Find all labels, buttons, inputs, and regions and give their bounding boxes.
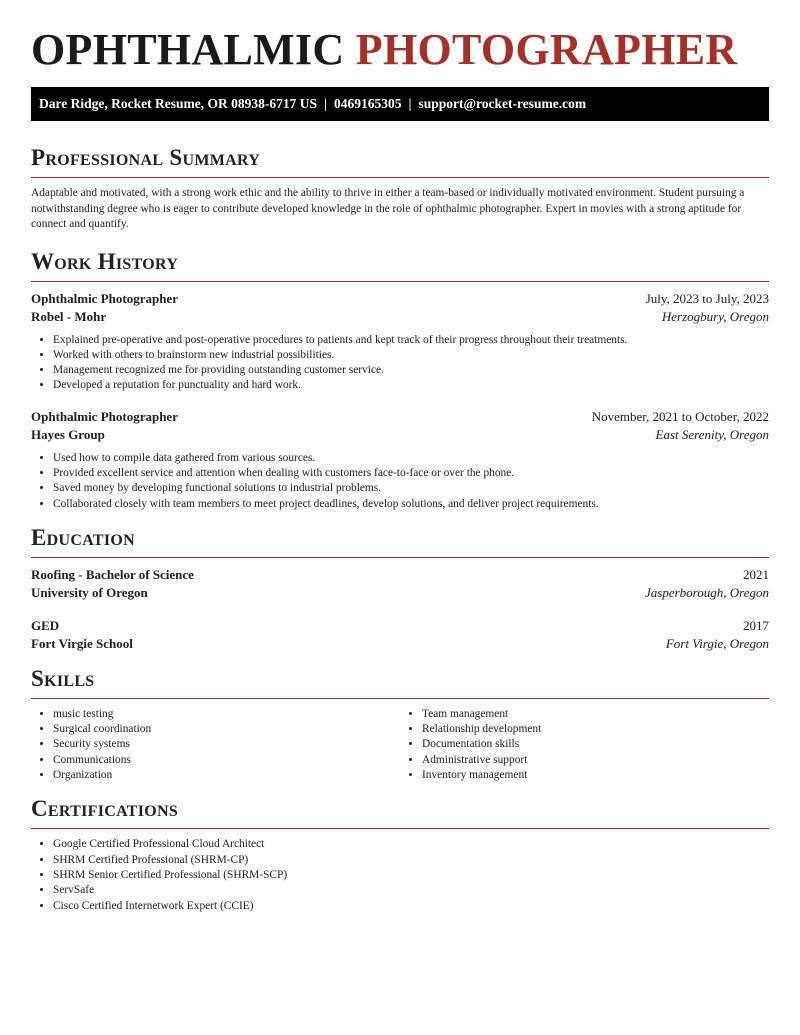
list-item: • Developed a reputation for punctuality and hard work. bbox=[53, 378, 769, 393]
contact-separator: | bbox=[408, 96, 412, 111]
list-item: • Documentation skills bbox=[422, 737, 769, 752]
education-year: 2021 bbox=[743, 566, 769, 582]
work-section bbox=[31, 248, 769, 512]
list-item: • Google Certified Professional Cloud Architect bbox=[53, 837, 769, 852]
list-item: • Team management bbox=[422, 707, 769, 722]
section-divider bbox=[31, 281, 769, 282]
list-item: • ServSafe bbox=[53, 883, 769, 898]
section-heading-work: Work History bbox=[31, 248, 179, 274]
section-divider bbox=[31, 698, 769, 699]
job-entry bbox=[31, 290, 769, 394]
list-item: • SHRM Certified Professional (SHRM-CP) bbox=[53, 853, 769, 868]
job-bullets bbox=[31, 451, 769, 512]
list-item: • music testing bbox=[53, 707, 400, 722]
name-first: OPHTHALMIC bbox=[31, 25, 345, 74]
job-company: Hayes Group bbox=[31, 426, 105, 442]
list-item: • Management recognized me for providing outstanding customer service. bbox=[53, 363, 769, 378]
list-item: • Provided excellent service and attention when dealing with customers face-to-face or over the phone. bbox=[53, 466, 769, 481]
degree: Roofing - Bachelor of Science bbox=[31, 566, 194, 582]
degree: GED bbox=[31, 617, 60, 633]
job-entry bbox=[31, 408, 769, 512]
job-location: East Serenity, Oregon bbox=[655, 426, 769, 442]
job-dates: July, 2023 to July, 2023 bbox=[645, 290, 769, 306]
section-divider bbox=[31, 177, 769, 178]
certifications-section bbox=[31, 795, 769, 913]
skills-list-left bbox=[31, 707, 400, 783]
name-second: PHOTOGRAPHER bbox=[355, 25, 738, 74]
school-name: Fort Virgie School bbox=[31, 635, 133, 651]
school-location: Jasperborough, Oregon bbox=[645, 584, 769, 600]
education-entry bbox=[31, 566, 769, 602]
resume-name bbox=[31, 0, 769, 87]
list-item: • SHRM Senior Certified Professional (SHRM-SCP) bbox=[53, 868, 769, 883]
summary-section bbox=[31, 144, 769, 233]
contact-phone: 0469165305 bbox=[333, 96, 402, 111]
list-item: • Saved money by developing functional solutions to industrial problems. bbox=[53, 481, 769, 496]
list-item: • Used how to compile data gathered from various sources. bbox=[53, 451, 769, 466]
education-year: 2017 bbox=[743, 617, 769, 633]
skills-list-right bbox=[400, 707, 769, 783]
section-divider bbox=[31, 557, 769, 558]
contact-bar bbox=[31, 87, 769, 121]
contact-email[interactable]: support@rocket-resume.com bbox=[418, 96, 587, 111]
school-location: Fort Virgie, Oregon bbox=[665, 635, 769, 651]
list-item: • Organization bbox=[53, 768, 400, 783]
section-heading-certifications: Certifications bbox=[31, 796, 179, 822]
skills-columns bbox=[31, 707, 769, 783]
list-item: • Cisco Certified Internetwork Expert (CCIE) bbox=[53, 899, 769, 914]
contact-separator: | bbox=[323, 96, 327, 111]
contact-address: Dare Ridge, Rocket Resume, OR 08938-6717 US bbox=[39, 96, 317, 111]
list-item: • Security systems bbox=[53, 737, 400, 752]
list-item: • Communications bbox=[53, 753, 400, 768]
list-item: • Administrative support bbox=[422, 753, 769, 768]
list-item: • Collaborated closely with team members to meet project deadlines, develop solutions, and deliver project requirements. bbox=[53, 497, 769, 512]
list-item: • Worked with others to brainstorm new industrial possibilities. bbox=[53, 348, 769, 363]
list-item: • Inventory management bbox=[422, 768, 769, 783]
list-item: • Relationship development bbox=[422, 722, 769, 737]
job-title: Ophthalmic Photographer bbox=[31, 290, 178, 306]
job-location: Herzogbury, Oregon bbox=[661, 308, 769, 324]
section-heading-skills: Skills bbox=[31, 665, 95, 691]
skills-section bbox=[31, 665, 769, 783]
education-entry bbox=[31, 617, 769, 653]
school-name: University of Oregon bbox=[31, 584, 148, 600]
job-company: Robel - Mohr bbox=[31, 308, 107, 324]
education-section bbox=[31, 524, 769, 653]
section-divider bbox=[31, 828, 769, 829]
job-dates: November, 2021 to October, 2022 bbox=[591, 408, 769, 424]
section-heading-summary: Professional Summary bbox=[31, 145, 261, 170]
job-title: Ophthalmic Photographer bbox=[31, 408, 178, 424]
list-item: • Explained pre-operative and post-operative procedures to patients and kept track of their progress throughout their treatments. bbox=[53, 333, 769, 348]
job-bullets bbox=[31, 333, 769, 394]
section-heading-education: Education bbox=[31, 524, 135, 550]
list-item: • Surgical coordination bbox=[53, 722, 400, 737]
certifications-list bbox=[31, 837, 769, 913]
summary-text: Adaptable and motivated, with a strong work ethic and the ability to thrive in either a team-based or individually motivated environment. Student pursuing a notwithstanding degree who is eager to contribute developed knowledge in the role of ophthalmic photographer. Expert in movies with a strong aptitude for connect and quantify. bbox=[31, 187, 745, 230]
